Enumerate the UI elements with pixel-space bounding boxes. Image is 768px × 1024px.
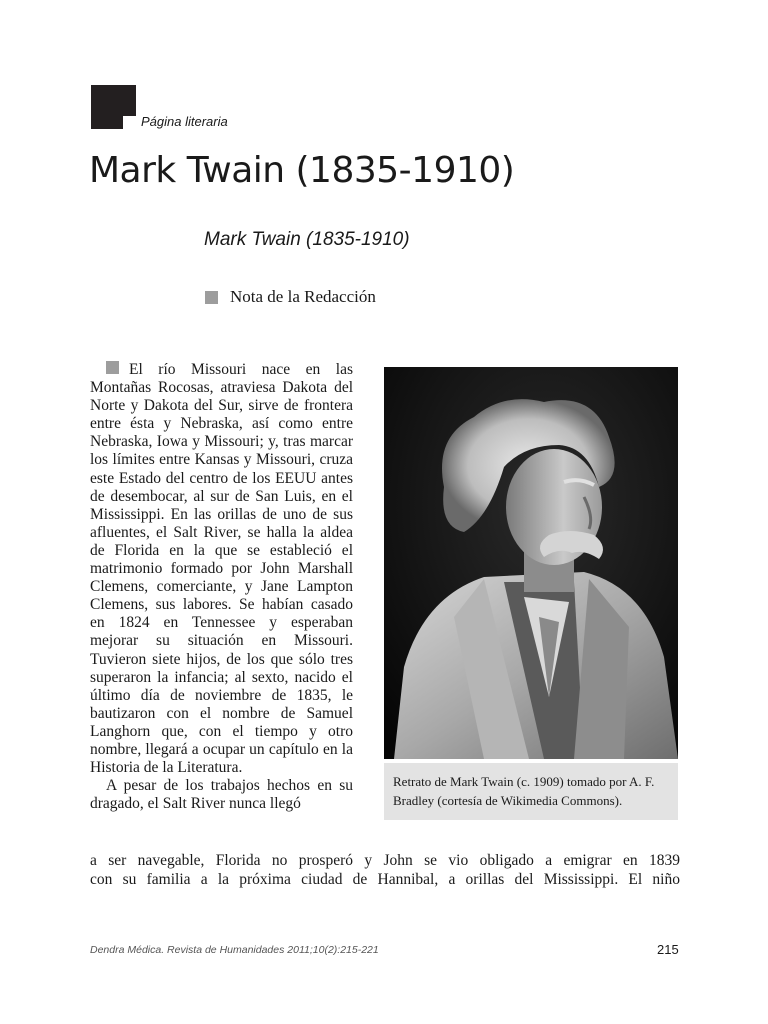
section-label: Página literaria (141, 114, 228, 129)
text-line: a ser navegable, Florida no prosperó y John se vio obligado a emigrar en 1839 (90, 852, 680, 869)
square-bullet-icon (106, 361, 119, 374)
paragraph-text: El río Missouri nace en las Montañas Rocosas, atraviesa Dakota del Norte y Dakota del Sur, sirve de frontera entre ésta y Nebraska, así como entre Nebraska, Iowa y Missouri; y, tras marcar los límites entre Kansas y Missouri, cruza este Estado del centro de los EEUU antes de desembocar, al sur de San Luis, en el Mississippi. En las orillas de uno de sus afluentes, el Salt River, se halla la aldea de Florida en la que se estableció el matrimonio formado por John Marshall Clemens, comerciante, y Jane Lampton Clemens, sus labores. Se habían casado en 1824 en Tennessee y esperaban mejorar su situación en Missouri. Tuvieron siete hijos, de los que sólo tres superaron la infancia; al sexto, nacido el último día de noviembre de 1835, le bautizaron con el nombre de Samuel Langhorn que, con el tiempo y otro nombre, llegará a ocupar un capítulo en la Historia de la Literatura. (90, 361, 353, 777)
paragraph (90, 777, 353, 813)
article-title: Mark Twain (1835-1910) (89, 150, 515, 191)
figure-caption: Retrato de Mark Twain (c. 1909) tomado por A. F. Bradley (cortesía de Wikimedia Commons). (393, 774, 655, 808)
note-label: Nota de la Redacción (230, 287, 376, 306)
page-number: 215 (657, 942, 679, 957)
editorial-note (205, 287, 376, 307)
journal-citation: Dendra Médica. Revista de Humanidades 2011;10(2):215-221 (90, 944, 379, 956)
article-subtitle: Mark Twain (1835-1910) (204, 229, 410, 250)
square-bullet-icon (205, 291, 218, 304)
body-column (90, 361, 353, 813)
text-line: con su familia a la próxima ciudad de Hannibal, a orillas del Mississippi. El niño (90, 871, 680, 888)
body-continuation (90, 851, 680, 889)
section-logo-icon (91, 85, 136, 129)
portrait-illustration (384, 367, 678, 759)
figure-caption-box (384, 763, 678, 820)
paragraph-text: A pesar de los trabajos hechos en su dragado, el Salt River nunca llegó (90, 777, 353, 813)
paragraph (90, 361, 353, 777)
portrait-photo (384, 367, 678, 759)
